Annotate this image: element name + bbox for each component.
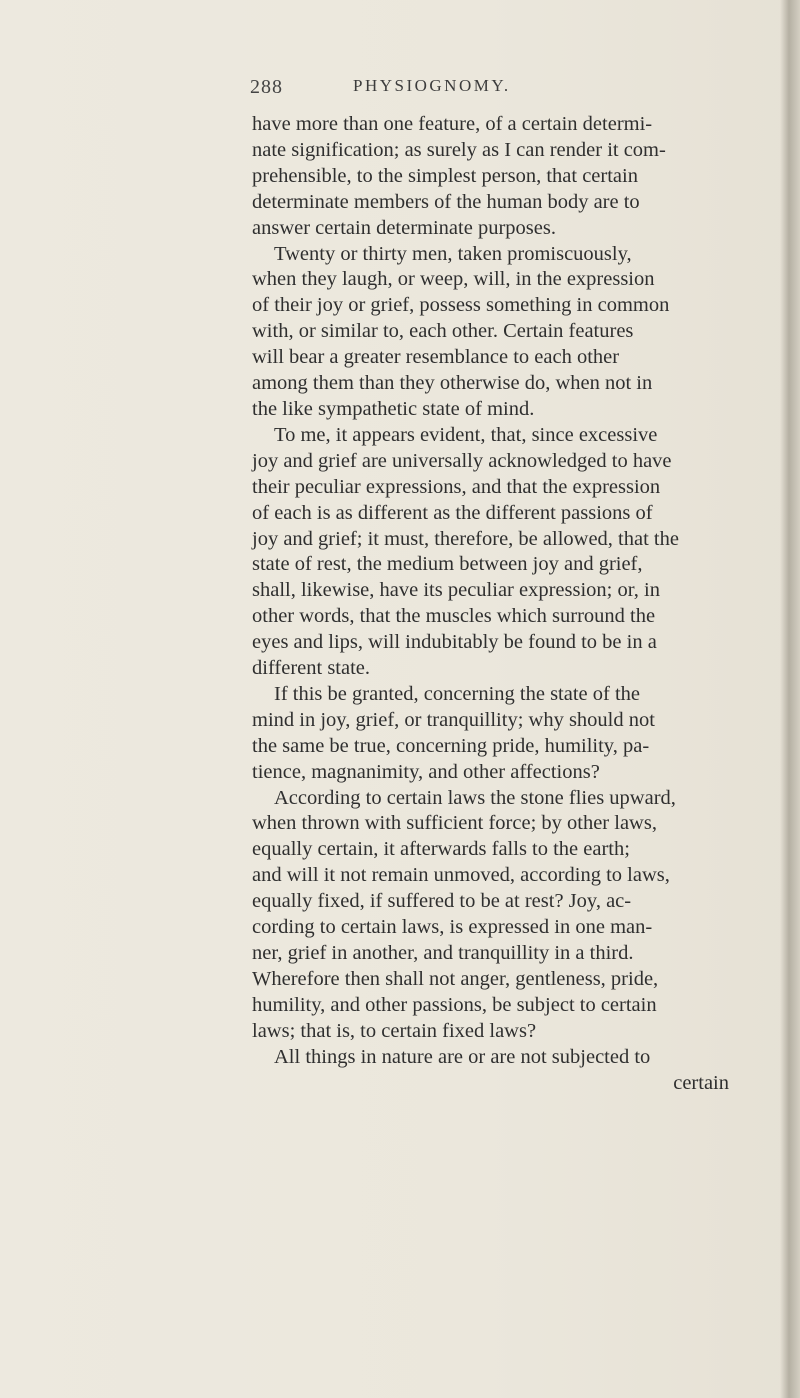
- text-line: state of rest, the medium between joy and grief,: [252, 553, 643, 576]
- text-line: prehensible, to the simplest person, that certain: [252, 164, 638, 187]
- text-line: tience, magnanimity, and other affections?: [252, 760, 600, 783]
- text-line: nate signification; as surely as I can render it com-: [252, 138, 666, 161]
- text-line: mind in joy, grief, or tranquillity; why should not: [252, 708, 655, 731]
- text-line: the same be true, concerning pride, humility, pa-: [252, 734, 650, 757]
- paragraph-start-line: To me, it appears evident, that, since excessive: [274, 423, 658, 446]
- page-header: [250, 76, 730, 106]
- text-line: joy and grief; it must, therefore, be allowed, that the: [252, 527, 679, 550]
- text-line: with, or similar to, each other. Certain features: [252, 320, 634, 343]
- text-line: equally fixed, if suffered to be at rest? Joy, ac-: [252, 890, 632, 913]
- text-line: answer certain determinate purposes.: [252, 216, 556, 239]
- text-line: of their joy or grief, possess something in common: [252, 294, 670, 317]
- text-line: and will it not remain unmoved, according to laws,: [252, 864, 670, 887]
- text-line: when they laugh, or weep, will, in the expression: [252, 268, 655, 291]
- paragraph-start-line: Twenty or thirty men, taken promiscuously,: [274, 242, 632, 265]
- text-line: among them than they otherwise do, when not in: [252, 372, 653, 395]
- text-line: joy and grief are universally acknowledged to have: [252, 449, 672, 472]
- paragraph-start-line: According to certain laws the stone flies upward,: [274, 786, 676, 809]
- text-line: ner, grief in another, and tranquillity in a third.: [252, 942, 634, 964]
- text-line: eyes and lips, will indubitably be found to be in a: [252, 631, 657, 654]
- text-line: determinate members of the human body are to: [252, 190, 640, 213]
- running-head: PHYSIOGNOMY.: [353, 76, 511, 95]
- page-number: 288: [250, 76, 283, 98]
- text-line: will bear a greater resemblance to each other: [252, 346, 620, 369]
- text-line: humility, and other passions, be subject to certain: [252, 993, 657, 1016]
- text-line: their peculiar expressions, and that the expression: [252, 475, 661, 498]
- body-text: [252, 112, 732, 1096]
- text-line: different state.: [252, 657, 371, 680]
- text-line: when thrown with sufficient force; by other laws,: [252, 812, 657, 835]
- paragraph-start-line: All things in nature are or are not subjected to: [274, 1045, 651, 1068]
- text-line: Wherefore then shall not anger, gentleness, pride,: [252, 967, 659, 990]
- text-line: equally certain, it afterwards falls to the earth;: [252, 838, 630, 861]
- text-line: of each is as different as the different passions of: [252, 501, 653, 524]
- text-line: cording to certain laws, is expressed in one man-: [252, 916, 653, 939]
- text-line: other words, that the muscles which surround the: [252, 605, 656, 628]
- text-line: the like sympathetic state of mind.: [252, 397, 535, 420]
- catchword: certain: [673, 1071, 729, 1094]
- page-edge-shadow: [780, 0, 800, 1398]
- text-line: shall, likewise, have its peculiar expression; or, in: [252, 579, 660, 602]
- text-line: laws; that is, to certain fixed laws?: [252, 1019, 537, 1042]
- text-line: have more than one feature, of a certain determi-: [252, 113, 653, 135]
- paragraph-start-line: If this be granted, concerning the state of the: [274, 682, 641, 705]
